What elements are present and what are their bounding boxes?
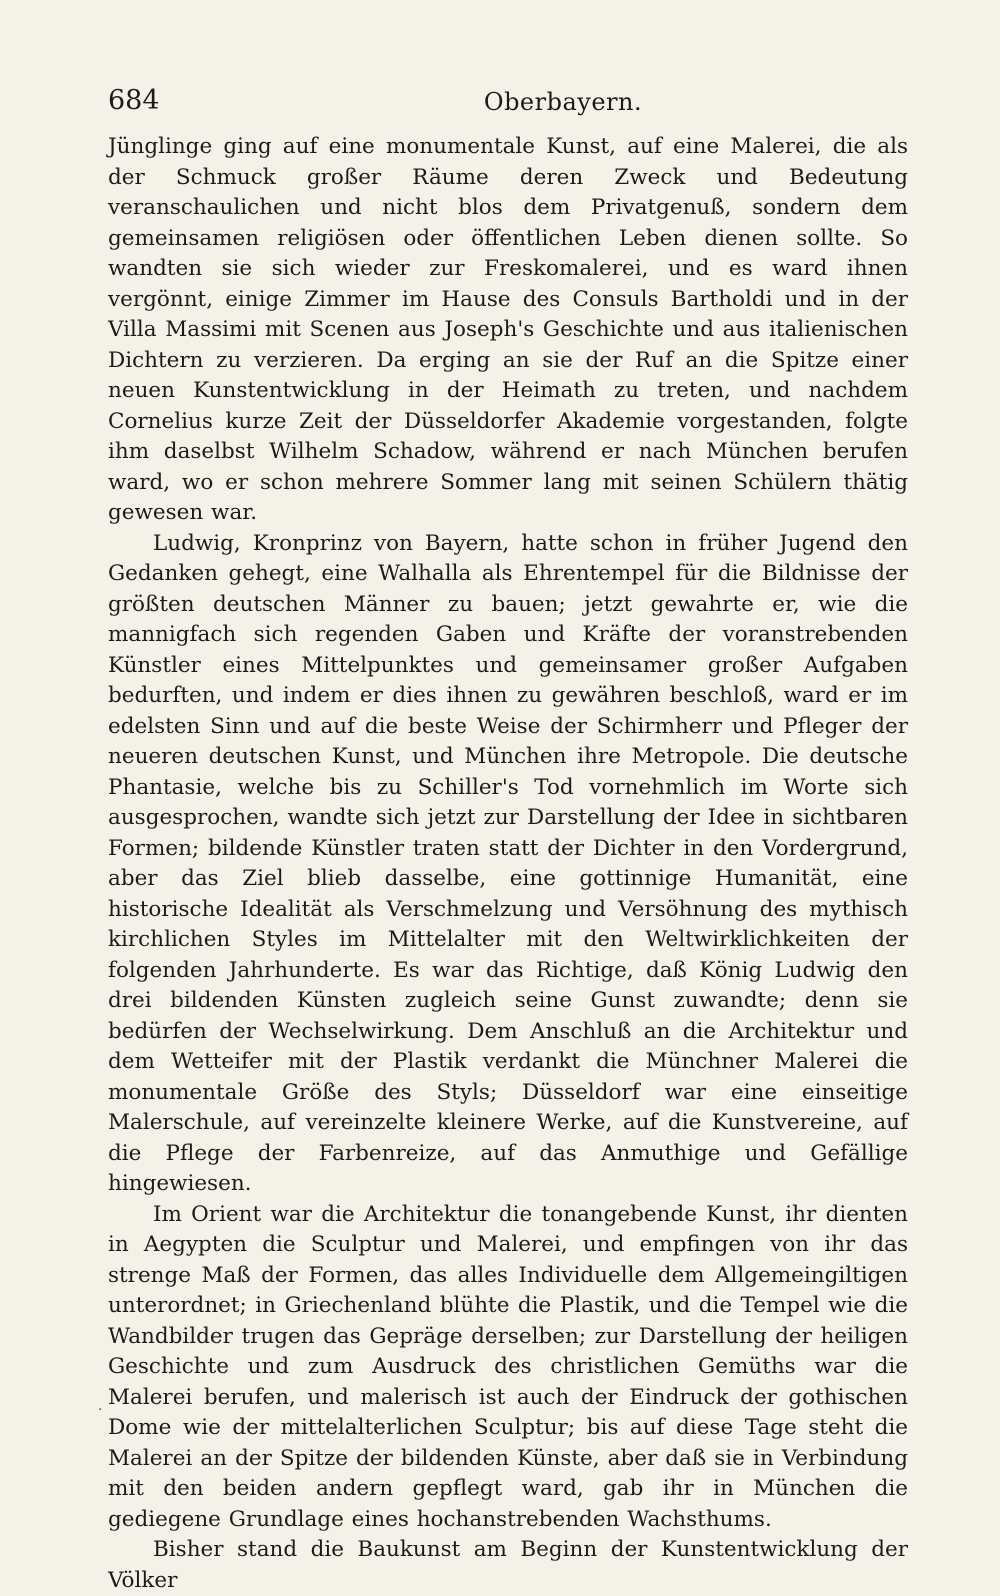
page-number: 684: [108, 85, 160, 116]
page-header: [108, 84, 908, 120]
running-head: Oberbayern.: [483, 88, 643, 116]
paragraph-3: Im Orient war die Architektur die tonangebende Kunst, ihr dienten in Aegypten die Sculptur und Malerei, und empfingen von ihr das strenge Maß der Formen, das alles Individuelle dem Allgemeingiltigen unterordnet; in Griechenland blühte die Plastik, und die Tempel wie die Wandbilder trugen das Gepräge derselben; zur Darstellung der heiligen Geschichte und zum Ausdruck des christlichen Gemüths war die Malerei berufen, und malerisch ist auch der Eindruck der gothischen Dome wie der mittelalterlichen Sculptur; bis auf diese Tage steht die Malerei an der Spitze der bildenden Künste, aber daß sie in Verbindung mit den beiden andern gepflegt ward, gab ihr in München die gediegene Grundlage eines hochanstrebenden Wachsthums.: [108, 1201, 908, 1532]
paragraph-1: Jünglinge ging auf eine monumentale Kunst, auf eine Malerei, die als der Schmuck großer Räume deren Zweck und Bedeutung veranschaulichen und nicht blos dem Privatgenuß, sondern dem gemeinsamen religiösen oder öffentlichen Leben dienen sollte. So wandten sie sich wieder zur Freskomalerei, und es ward ihnen vergönnt, einige Zimmer im Hause des Consuls Bartholdi und in der Villa Massimi mit Scenen aus Joseph's Geschichte und aus italienischen Dichtern zu verzieren. Da erging an sie der Ruf an die Spitze einer neuen Kunstentwicklung in der Heimath zu treten, und nachdem Cornelius kurze Zeit der Düsseldorfer Akademie vorgestanden, folgte ihm daselbst Wilhelm Schadow, während er nach München berufen ward, wo er schon mehrere Sommer lang mit seinen Schülern thätig gewesen war.: [108, 134, 908, 525]
paragraph-4: Bisher stand die Baukunst am Beginn der Kunstentwicklung der Völker: [108, 1537, 908, 1593]
paragraph-2: Ludwig, Kronprinz von Bayern, hatte schon in früher Jugend den Gedanken gehegt, eine Walhalla als Ehrentempel für die Bildnisse der größten deutschen Männer zu bauen; jetzt gewahrte er, wie die mannigfach sich regenden Gaben und Kräfte der voranstrebenden Künstler eines Mittelpunktes und gemeinsamer großer Aufgaben bedurften, und indem er dies ihnen zu gewähren beschloß, ward er im edelsten Sinn und auf die beste Weise der Schirmherr und Pfleger der neueren deutschen Kunst, und München ihre Metropole. Die deutsche Phantasie, welche bis zu Schiller's Tod vornehmlich im Worte sich ausgesprochen, wandte sich jetzt zur Darstellung der Idee in sichtbaren Formen; bildende Künstler traten statt der Dichter in den Vordergrund, aber das Ziel blieb dasselbe, eine gottinnige Humanität, eine historische Idealität als Verschmelzung und Versöhnung des mythisch kirchlichen Styles im Mittelalter mit den Weltwirklichkeiten der folgenden Jahrhunderte. Es war das Richtige, daß König Ludwig den drei bildenden Künsten zugleich seine Gunst zuwandte; denn sie bedürfen der Wechselwirkung. Dem Anschluß an die Architektur und dem Wetteifer mit der Plastik verdankt die Münchner Malerei die monumentale Größe des Styls; Düsseldorf war eine einseitige Malerschule, auf vereinzelte kleinere Werke, auf die Kunstvereine, auf die Pflege der Farbenreize, auf das Anmuthige und Gefällige hingewiesen.: [108, 530, 908, 1196]
margin-mark: .: [98, 1398, 103, 1414]
body-text: [108, 132, 908, 1596]
